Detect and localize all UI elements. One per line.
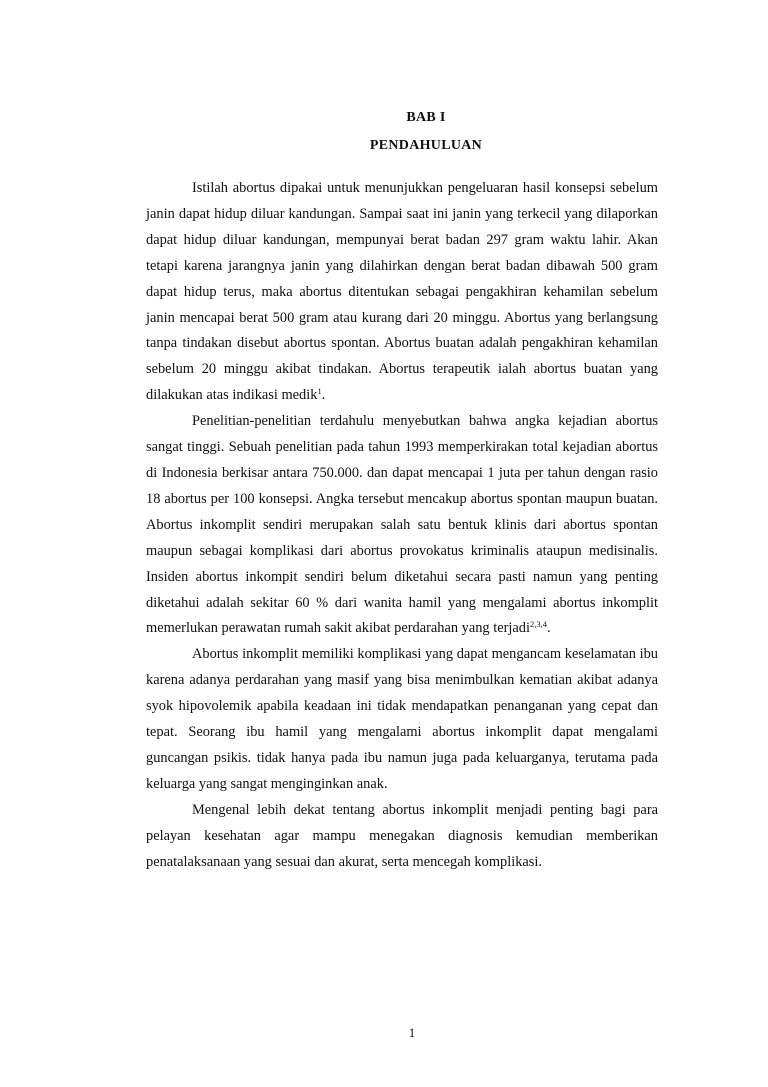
chapter-title: PENDAHULUAN: [369, 138, 483, 153]
paragraph-end: .: [321, 387, 326, 404]
paragraph-1: [146, 176, 658, 409]
paragraph-3: [146, 642, 658, 797]
paragraph-text: Istilah abortus dipakai untuk menunjukkan pengeluaran hasil konsepsi sebelum janin dapat hidup diluar kandungan. Sampai saat ini janin yang terkecil yang dilaporkan dapat hidup diluar kandungan, mempunyai berat badan 297 gram waktu lahir. Akan tetapi karena jarangnya janin yang dilahirkan dengan berat badan dibawah 500 gram dapat hidup terus, maka abortus ditentukan sebagai pengakhiran kehamilan sebelum janin mencapai berat 500 gram atau kurang dari 20 minggu. Abortus yang berlangsung tanpa tindakan disebut abortus spontan. Abortus buatan adalah pengakhiran kehamilan sebelum 20 minggu akibat tindakan. Abortus terapeutik ialah abortus buatan yang dilakukan atas indikasi medik: [146, 180, 658, 404]
citation-superscript: 2,3,4: [529, 619, 547, 630]
page-number: 1: [408, 1025, 416, 1040]
paragraph-text: Penelitian-penelitian terdahulu menyebutkan bahwa angka kejadian abortus sangat tinggi. Sebuah penelitian pada tahun 1993 memperkirakan total kejadian abortus di Indonesia berkisar antara 750.000. dan dapat mencapai 1 juta per tahun dengan rasio 18 abortus per 100 konsepsi. Angka tersebut mencakup abortus spontan maupun buatan. Abortus inkomplit sendiri merupakan salah satu bentuk klinis dari abortus spontan maupun sebagai komplikasi dari abortus provokatus kriminalis ataupun medisinalis. Insiden abortus inkompit sendiri belum diketahui secara pasti namun yang penting diketahui adalah sekitar 60 % dari wanita hamil yang mengalami abortus inkomplit memerlukan perawatan rumah sakit akibat perdarahan yang terjadi: [146, 413, 658, 637]
paragraph-text: Abortus inkomplit memiliki komplikasi yang dapat mengancam keselamatan ibu karena adanya perdarahan yang masif yang bisa menimbulkan kematian akibat adanya syok hipovolemik apabila keadaan ini tidak mendapatkan penanganan yang cepat dan tepat. Seorang ibu hamil yang mengalami abortus inkomplit dapat mengalami guncangan psikis. tidak hanya pada ibu namun juga pada keluarganya, terutama pada keluarga yang sangat menginginkan anak.: [146, 646, 658, 792]
citation-superscript: 1: [317, 386, 322, 397]
chapter-number: BAB I: [406, 110, 446, 125]
paragraph-text: Mengenal lebih dekat tentang abortus inkomplit menjadi penting bagi para pelayan kesehatan agar mampu menegakan diagnosis kemudian memberikan penatalaksanaan yang sesuai dan akurat, serta mencegah komplikasi.: [146, 801, 658, 870]
paragraph-4: [146, 798, 658, 876]
paragraph-end: .: [546, 620, 551, 637]
paragraph-2: [146, 409, 658, 642]
body-text: [146, 176, 658, 875]
